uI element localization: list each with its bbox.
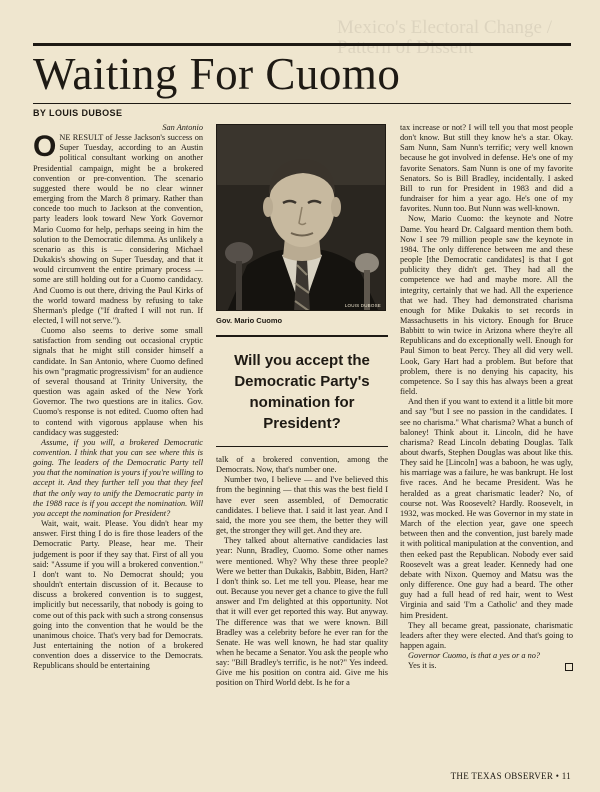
paragraph: Now, Mario Cuomo: the keynote and Notre Dame. You heard Dr. Calgaard mention them both. Now I see 79 million people saw the keynote in 1984. The only difference between me and these people [the Democratic candidates] is that I got publicity they didn't get. They had all the competence we had and maybe more. All the integrity, certainly that we had. All the experience that we had. They had demonstrated charisma enough for Mike Dukakis to set records in Massachusetts in his victory. Enough for Bruce Babbitt to win twice in Arizona where they're all Republicans and do exceptionally well. Enough for Paul Simon to beat Percy. They all did very well. Look, Gary Hart had a problem. But before that problem, there is no denying his capacity, his competence. So I say this has always been a great field. bbox=[400, 214, 573, 397]
paragraph bbox=[33, 130, 203, 326]
paragraph bbox=[400, 661, 573, 671]
end-mark-icon bbox=[565, 663, 573, 671]
question-paragraph: Assume, if you will, a brokered Democratic convention. I think that you can see where this is going. The leaders of the Democratic Party tell you that the nomination is yours if you're willing to accept it. And they further tell you that they feel that the only way to unify the Democratic party in the 1988 race is if you accept the nomination. Will you accept the nomination for President? bbox=[33, 437, 203, 518]
headline: Waiting For Cuomo bbox=[33, 49, 401, 99]
drop-cap: O bbox=[33, 130, 57, 164]
bleed-through-text: Mexico's Electoral Change / Pattern of Dissent bbox=[337, 17, 552, 58]
paragraph-text: NE RESULT of Jesse Jackson's success on Super Tuesday, according to an Austin political consultant working on another Presidential campaign, might be a brokered convention or pre-convention. The scenario suggested there would be no clear winner emerging from the March 8 primary. Rather than concede too much to Jackson at the convention, party leaders look toward New York Governor Mario Cuomo for help, perhaps seeing in him the solution to the Democratic dilemma. As unlikely a scenario as this is — considering Michael Dukakis's showing on Super Tuesday, and that it would circumvent the entire primary process — some are still holding out for a Cuomo candidacy. And Cuomo is out there, driving the Paul Kirks of the world toward madness by refusing to take Sherman's pledge ("If drafted I will not run. If elected, I will not serve."). bbox=[33, 133, 203, 325]
column-3 bbox=[400, 123, 573, 671]
paragraph: They talked about alternative candidacies last year: Nunn, Bradley, Cuomo. Some other names were mentioned. Why? Why these three people? Were we better than Dukakis, Babbitt, Biden, Hart? I don't think so. Let me tell you. Please, hear me out. Because you never get a chance to give the full answer and I'm delighted at this opportunity. Not that it will ever get reported this way. But anyway. The difference was that we were known. Bill Bradley was a celebrity before he ever ran for the Senate. He was well known, he had star quality when he became a Senator. You ask the people who say: "Bill Bradley's terrific, is he not?" Yes indeed. Give me his position on contra aid. Give me his position on Third World debt. Is he for a bbox=[216, 536, 388, 688]
page-footer bbox=[451, 771, 571, 781]
photo-credit: LOUIS DUBOSE bbox=[344, 303, 381, 308]
paragraph: talk of a brokered convention, among the Democrats. Now, that's number one. bbox=[216, 455, 388, 475]
top-rule bbox=[33, 43, 571, 46]
portrait-photo bbox=[216, 124, 386, 311]
pull-quote-text: Will you accept the Democratic Party's nomination for President? bbox=[234, 351, 370, 432]
headline-rule bbox=[33, 103, 571, 104]
pull-quote bbox=[216, 335, 388, 447]
page-number: 11 bbox=[561, 771, 571, 781]
footer-separator: • bbox=[555, 771, 560, 781]
paragraph: tax increase or not? I will tell you that most people don't know. But still they know he's a star. Okay. Sam Nunn, Sam Nunn's terrific; very well known because he got involved in defense. He's one of my favorite Senators. Sam Nunn is one of my favorite Senators. So is Bill Bradley, incidentally. I asked Bill to run for President in 1983 and did a fundraiser for him a year ago. He's one of my favorites. Nunn too. But Nunn was well-known. bbox=[400, 123, 573, 214]
photo-caption: Gov. Mario Cuomo bbox=[216, 316, 283, 325]
publication-name: THE TEXAS OBSERVER bbox=[450, 771, 554, 781]
paragraph: Wait, wait, wait. Please. You didn't hear my answer. First thing I do is fire those leaders of the Democratic Party. Please, hear me. Their judgement is poor if they say that. First of all you said: "Assume if you will a brokered convention." I don't want to. No Democrat should; you shouldn't entertain discussion of it. Because to discuss a brokered convention is to suggest, implicitly but necessarily, that nobody is going to come out of this pack with such a strong consensus going into the convention that he would be the unanimous choice. That's very bad for Democrats. Just entertaining the notion of a brokered convention does a disservice to the Democrats. Republicans should be entertaining bbox=[33, 519, 203, 671]
column-1 bbox=[33, 123, 203, 671]
paragraph: And then if you want to extend it a little bit more and say "but I see no passion in the candidates. I see no charisma." What charisma? What a bunch of baloney! Think about it. Lincoln, did he have charisma? Read Lincoln debating Douglas. Talk about dwarfs, Stephen Douglas was about like this. They said he [Lincoln] was a baboon, he was ugly, his marriage was a failure, he was bankrupt. He lost five races. And he became President. Was he heralded as a great charismatic leader? No, of course not. Was Roosevelt? Hardly. Roosevelt, in 1932, was mocked. He was Governor in my state in March of the election year, gave one speech between then and the convention, just barely made it with political manipulation at the convention, and then eeked past the Republican. Nobody ever said Roosevelt was a great leader. Kennedy had one debate with Nixon. Quemoy and Matsu was the only difference. One guy had a beard. The other guy had a full head of red hair, went to West Virginia and said 'I'm a Catholic' and they made him President. bbox=[400, 397, 573, 620]
dateline: San Antonio bbox=[162, 123, 203, 132]
paragraph: Cuomo also seems to derive some small satisfaction from sending out occasional cryptic signals that he might still consider himself a candidate. In San Antonio, where Cuomo defined his own "pragmatic progressivism" for an audience of several thousand at Trinity University, the question was again asked of the New York Governor. The two questions are in italics. Gov. Cuomo's response is not edited. Cuomo often had to contend with vigorous applause when his candidacy was suggested: bbox=[33, 326, 203, 437]
question-paragraph: Governor Cuomo, is that a yes or a no? bbox=[408, 651, 541, 661]
portrait-illustration bbox=[217, 125, 386, 311]
paragraph: Number two, I believe — and I've believed this from the beginning — that this was the best field I have ever seen assembled, of Democratic candidates. I believe that. I said it last year. And I said, the more you see them, the better they will get, the stronger they will get. And they are. bbox=[216, 475, 388, 536]
column-2 bbox=[216, 455, 388, 689]
paragraph: They all became great, passionate, charismatic leaders after they were elected. And that's going to happen again. bbox=[400, 620, 573, 650]
byline: BY LOUIS DUBOSE bbox=[33, 108, 123, 118]
answer-text: Yes it is. bbox=[408, 661, 437, 671]
